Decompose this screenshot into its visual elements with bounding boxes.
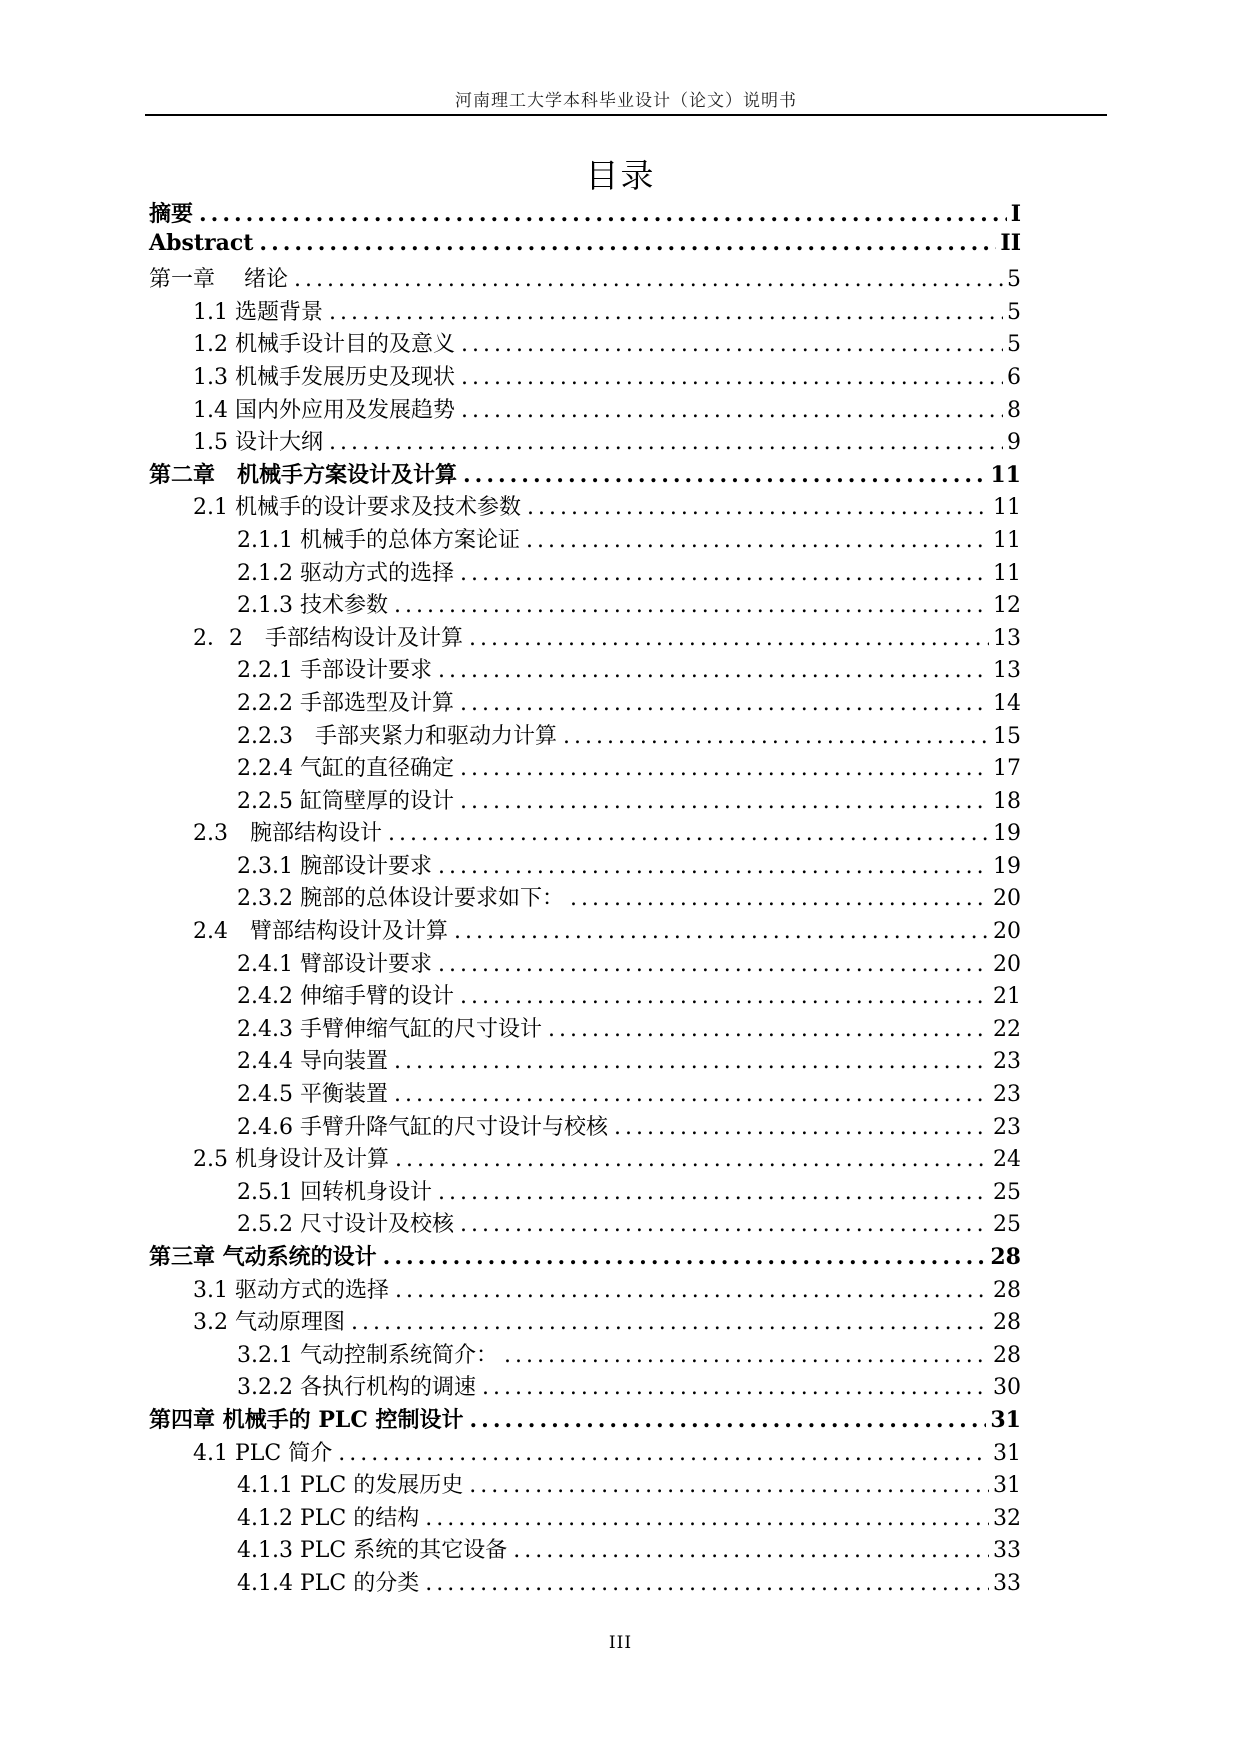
toc-entry-label: 2.1.1 机械手的总体方案论证 — [237, 527, 520, 553]
toc-entry[interactable] — [149, 849, 1021, 882]
toc-entry-page: 14 — [993, 690, 1021, 716]
toc-leader-dots — [329, 430, 1003, 455]
toc-entry[interactable] — [149, 914, 1021, 947]
toc-entry[interactable] — [149, 784, 1021, 817]
toc-entry[interactable] — [149, 751, 1021, 784]
toc-entry[interactable] — [149, 1403, 1021, 1436]
toc-leader-dots — [294, 267, 1003, 292]
toc-entry-page: 28 — [990, 1244, 1021, 1270]
toc-entry-label: 2.1.2 驱动方式的选择 — [237, 560, 454, 586]
toc-entry[interactable] — [149, 490, 1021, 523]
toc-entry-label: 2.3 腕部结构设计 — [193, 821, 382, 847]
toc-entry-page: 31 — [993, 1473, 1021, 1499]
toc-entry-page: 20 — [993, 886, 1021, 912]
toc-entry[interactable] — [149, 425, 1021, 458]
toc-entry[interactable] — [149, 1370, 1021, 1403]
toc-entry-label: 摘要 — [149, 201, 194, 227]
toc-leader-dots — [504, 1343, 989, 1368]
toc-entry[interactable] — [149, 1305, 1021, 1338]
toc-entry-page: 20 — [993, 919, 1021, 945]
toc-entry-page: 11 — [993, 560, 1021, 586]
toc-entry-label: 2.2.2 手部选型及计算 — [237, 690, 454, 716]
toc-entry[interactable] — [149, 621, 1021, 654]
toc-entry-label: 2.1.3 技术参数 — [237, 593, 388, 619]
toc-entry-page: 9 — [1007, 430, 1021, 456]
toc-leader-dots — [460, 789, 989, 814]
toc-entry[interactable] — [149, 230, 1021, 263]
toc-entry-page: 20 — [993, 951, 1021, 977]
toc-entry-label: 2.5.1 回转机身设计 — [237, 1179, 432, 1205]
toc-entry-page: 24 — [993, 1147, 1021, 1173]
toc-leader-dots — [570, 886, 989, 911]
toc-entry-label: 1.4 国内外应用及发展趋势 — [193, 397, 455, 423]
toc-entry-label: 2.3.2 腕部的总体设计要求如下： — [237, 886, 564, 912]
toc-leader-dots — [460, 1212, 989, 1237]
toc-entry-page: 11 — [993, 495, 1021, 521]
toc-leader-dots — [388, 821, 989, 846]
toc-entry-label: 2.2.5 缸筒壁厚的设计 — [237, 788, 454, 814]
toc-entry-page: 28 — [993, 1342, 1021, 1368]
toc-entry-page: 33 — [993, 1570, 1021, 1596]
toc-leader-dots — [454, 919, 989, 944]
toc-entry[interactable] — [149, 1338, 1021, 1371]
toc-entry[interactable] — [149, 816, 1021, 849]
toc-entry[interactable] — [149, 1110, 1021, 1143]
toc-entry[interactable] — [149, 686, 1021, 719]
toc-entry-label: 3.1 驱动方式的选择 — [193, 1277, 389, 1303]
toc-entry-page: 19 — [993, 853, 1021, 879]
toc-entry-label: 2.4.1 臂部设计要求 — [237, 951, 432, 977]
toc-leader-dots — [395, 1147, 989, 1172]
toc-entry-label: 第一章 绪论 — [149, 267, 288, 293]
toc-entry-page: 33 — [993, 1538, 1021, 1564]
toc-leader-dots — [463, 462, 986, 488]
toc-entry-label: 2.4.6 手臂升降气缸的尺寸设计与校核 — [237, 1114, 608, 1140]
toc-entry-page: 5 — [1007, 332, 1021, 358]
toc-entry-label: 2.4.4 导向装置 — [237, 1049, 388, 1075]
toc-entry-label: 2.4.5 平衡装置 — [237, 1082, 388, 1108]
toc-entry-label: 1.3 机械手发展历史及现状 — [193, 364, 455, 390]
toc-entry-page: 5 — [1007, 267, 1021, 293]
toc-entry-label: 2.2.1 手部设计要求 — [237, 658, 432, 684]
toc-entry[interactable] — [149, 523, 1021, 556]
toc-entry-label: 2.2.4 气缸的直径确定 — [237, 756, 454, 782]
toc-entry-page: 25 — [993, 1212, 1021, 1238]
toc-entry-page: 25 — [993, 1179, 1021, 1205]
toc-entry[interactable] — [149, 1533, 1021, 1566]
toc-leader-dots — [438, 854, 989, 879]
toc-entry-page: 15 — [993, 723, 1021, 749]
toc-leader-dots — [438, 952, 989, 977]
toc-entry-page: 6 — [1007, 364, 1021, 390]
toc-entry-page: 30 — [993, 1375, 1021, 1401]
page-header: 河南理工大学本科毕业设计（论文）说明书 — [455, 91, 797, 111]
toc-entry[interactable] — [149, 653, 1021, 686]
toc-entry-label: 2.3.1 腕部设计要求 — [237, 853, 432, 879]
toc-leader-dots — [259, 230, 996, 256]
toc-entry-page: 22 — [993, 1016, 1021, 1042]
toc-entry[interactable] — [149, 1501, 1021, 1534]
toc-leader-dots — [526, 528, 989, 553]
toc-leader-dots — [482, 1375, 989, 1400]
toc-entry[interactable] — [149, 1273, 1021, 1306]
toc-leader-dots — [329, 300, 1003, 325]
toc-leader-dots — [469, 1473, 989, 1498]
toc-entry[interactable] — [149, 1044, 1021, 1077]
toc-leader-dots — [461, 332, 1003, 357]
toc-leader-dots — [461, 398, 1003, 423]
toc-entry[interactable] — [149, 1436, 1021, 1469]
toc-leader-dots — [527, 495, 989, 520]
toc-entry-label: 1.2 机械手设计目的及意义 — [193, 332, 455, 358]
toc-entry-page: 11 — [993, 527, 1021, 553]
toc-entry-label: 3.2.1 气动控制系统简介： — [237, 1342, 498, 1368]
toc-entry[interactable] — [149, 458, 1021, 491]
toc-entry[interactable] — [149, 327, 1021, 360]
toc-leader-dots — [425, 1571, 989, 1596]
toc-leader-dots — [438, 1180, 989, 1205]
header-rule — [145, 114, 1107, 116]
toc-entry[interactable] — [149, 556, 1021, 589]
toc-entry-page: 11 — [990, 461, 1021, 488]
toc-leader-dots — [563, 724, 989, 749]
toc-entry-label: 3.2.2 各执行机构的调速 — [237, 1375, 476, 1401]
toc-entry-label: 2.5 机身设计及计算 — [193, 1147, 389, 1173]
toc-entry-label: 3.2 气动原理图 — [193, 1310, 345, 1336]
toc-entry-label: 4.1.3 PLC 系统的其它设备 — [237, 1538, 508, 1564]
toc-entry-page: 28 — [993, 1277, 1021, 1303]
toc-entry-label: 2.4.2 伸缩手臂的设计 — [237, 984, 454, 1010]
toc-entry-page: 31 — [993, 1440, 1021, 1466]
toc-leader-dots — [394, 1082, 989, 1107]
toc-leader-dots — [383, 1244, 987, 1270]
toc-entry[interactable] — [149, 979, 1021, 1012]
toc-entry-label: 2．2 手部结构设计及计算 — [193, 625, 463, 651]
toc-leader-dots — [351, 1310, 989, 1335]
toc-leader-dots — [548, 1017, 989, 1042]
toc-leader-dots — [438, 658, 989, 683]
toc-entry[interactable] — [149, 1175, 1021, 1208]
toc-entry[interactable] — [149, 881, 1021, 914]
toc-entry[interactable] — [149, 719, 1021, 752]
toc-entry[interactable] — [149, 1240, 1021, 1273]
toc-entry-page: I — [1010, 201, 1021, 227]
toc-entry-page: 31 — [990, 1406, 1021, 1433]
toc-entry-label: 1.5 设计大纲 — [193, 430, 323, 456]
toc-leader-dots — [461, 365, 1003, 390]
toc-leader-dots — [338, 1441, 989, 1466]
page-number: III — [608, 1633, 633, 1653]
toc-leader-dots — [394, 593, 989, 618]
toc-entry-page: 23 — [993, 1049, 1021, 1075]
toc-leader-dots — [199, 201, 1007, 227]
toc-entry-page: 12 — [993, 593, 1021, 619]
toc-leader-dots — [395, 1278, 989, 1303]
toc-entry[interactable] — [149, 947, 1021, 980]
toc-leader-dots — [470, 1407, 987, 1433]
toc-leader-dots — [394, 1049, 989, 1074]
toc-entry[interactable] — [149, 1077, 1021, 1110]
toc-entry[interactable] — [149, 1207, 1021, 1240]
toc-entry-page: 32 — [993, 1505, 1021, 1531]
toc-entry[interactable] — [149, 197, 1021, 230]
toc-entry-label: 第三章 气动系统的设计 — [149, 1244, 377, 1270]
toc-entry[interactable] — [149, 588, 1021, 621]
table-of-contents — [149, 197, 1021, 1599]
toc-entry-page: 19 — [993, 821, 1021, 847]
toc-entry-label: 4.1.2 PLC 的结构 — [237, 1505, 420, 1531]
toc-entry-label: 第四章 机械手的 PLC 控制设计 — [149, 1406, 464, 1433]
toc-entry-page: II — [1000, 229, 1021, 256]
toc-entry[interactable] — [149, 1142, 1021, 1175]
toc-leader-dots — [460, 561, 989, 586]
toc-leader-dots — [460, 691, 989, 716]
toc-entry-label: 1.1 选题背景 — [193, 299, 323, 325]
toc-entry-page: 13 — [993, 625, 1021, 651]
toc-entry-page: 21 — [993, 984, 1021, 1010]
toc-entry-label: 2.5.2 尺寸设计及校核 — [237, 1212, 454, 1238]
toc-entry-page: 23 — [993, 1082, 1021, 1108]
toc-entry-label: 2.2.3 手部夹紧力和驱动力计算 — [237, 723, 557, 749]
toc-leader-dots — [469, 626, 989, 651]
toc-entry-label: 4.1.1 PLC 的发展历史 — [237, 1473, 464, 1499]
toc-entry-page: 5 — [1007, 299, 1021, 325]
toc-entry-label: 2.1 机械手的设计要求及技术参数 — [193, 495, 521, 521]
toc-entry[interactable] — [149, 295, 1021, 328]
toc-entry-label: 4.1 PLC 简介 — [193, 1440, 333, 1466]
toc-entry[interactable] — [149, 360, 1021, 393]
toc-leader-dots — [425, 1506, 989, 1531]
toc-leader-dots — [460, 756, 989, 781]
toc-entry[interactable] — [149, 262, 1021, 295]
toc-entry[interactable] — [149, 1566, 1021, 1599]
toc-entry-page: 18 — [993, 788, 1021, 814]
toc-entry-page: 23 — [993, 1114, 1021, 1140]
toc-entry-label: 2.4.3 手臂伸缩气缸的尺寸设计 — [237, 1016, 542, 1042]
toc-entry[interactable] — [149, 393, 1021, 426]
toc-entry[interactable] — [149, 1012, 1021, 1045]
toc-entry-page: 8 — [1007, 397, 1021, 423]
page-title: 目录 — [585, 156, 656, 195]
toc-entry-page: 17 — [993, 756, 1021, 782]
toc-entry[interactable] — [149, 1468, 1021, 1501]
toc-entry-label: 4.1.4 PLC 的分类 — [237, 1570, 420, 1596]
toc-leader-dots — [513, 1538, 989, 1563]
toc-entry-label: 2.4 臂部结构设计及计算 — [193, 919, 448, 945]
toc-leader-dots — [614, 1115, 989, 1140]
toc-entry-label: Abstract — [149, 229, 254, 256]
toc-entry-page: 28 — [993, 1310, 1021, 1336]
toc-entry-page: 13 — [993, 658, 1021, 684]
toc-leader-dots — [460, 984, 989, 1009]
toc-entry-label: 第二章 机械手方案设计及计算 — [149, 461, 458, 488]
